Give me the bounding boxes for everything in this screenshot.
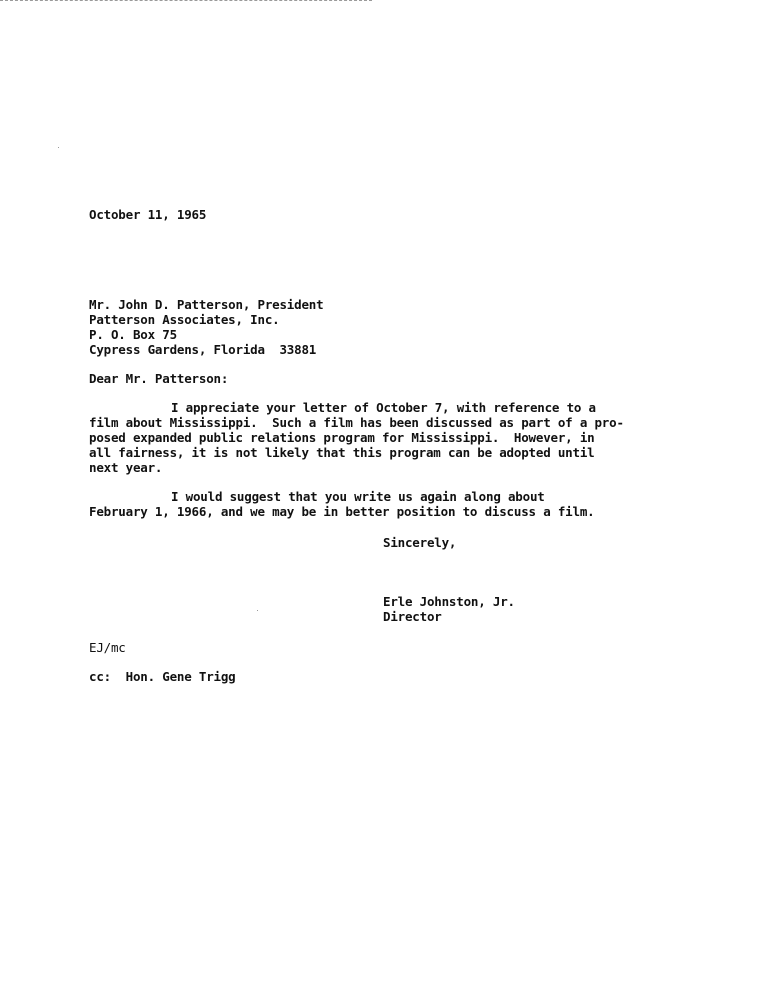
paragraph-1-line-4: all fairness, it is not likely that this program can be adopted until (89, 445, 595, 460)
cc-line: cc: Hon. Gene Trigg (89, 669, 236, 684)
recipient-line-2: Patterson Associates, Inc. (89, 312, 280, 327)
letter-date: October 11, 1965 (89, 207, 207, 222)
paragraph-1-line-3: posed expanded public relations program for Mississippi. However, in (89, 430, 595, 445)
salutation: Dear Mr. Patterson: (89, 371, 229, 386)
closing: Sincerely, (383, 535, 457, 550)
paragraph-1-line-1 (89, 400, 596, 415)
paragraph-2-line-2: February 1, 1966, and we may be in better position to discuss a film. (89, 504, 595, 519)
recipient-line-1: Mr. John D. Patterson, President (89, 297, 324, 312)
signer-title: Director (383, 609, 442, 624)
typist-initials: EJ/mc (89, 640, 126, 655)
paragraph-1-line-1-text: I appreciate your letter of October 7, with reference to a (171, 400, 596, 415)
paragraph-2-line-1 (89, 489, 545, 504)
signer-name: Erle Johnston, Jr. (383, 594, 515, 609)
scan-speck (257, 610, 258, 611)
paragraph-2-line-1-text: I would suggest that you write us again along about (171, 489, 545, 504)
scan-speck (58, 147, 59, 148)
recipient-line-3: P. O. Box 75 (89, 327, 177, 342)
recipient-line-4: Cypress Gardens, Florida 33881 (89, 342, 317, 357)
paragraph-1-line-5: next year. (89, 460, 163, 475)
page-top-border (0, 0, 372, 1)
paragraph-1-line-2: film about Mississippi. Such a film has been discussed as part of a pro- (89, 415, 624, 430)
